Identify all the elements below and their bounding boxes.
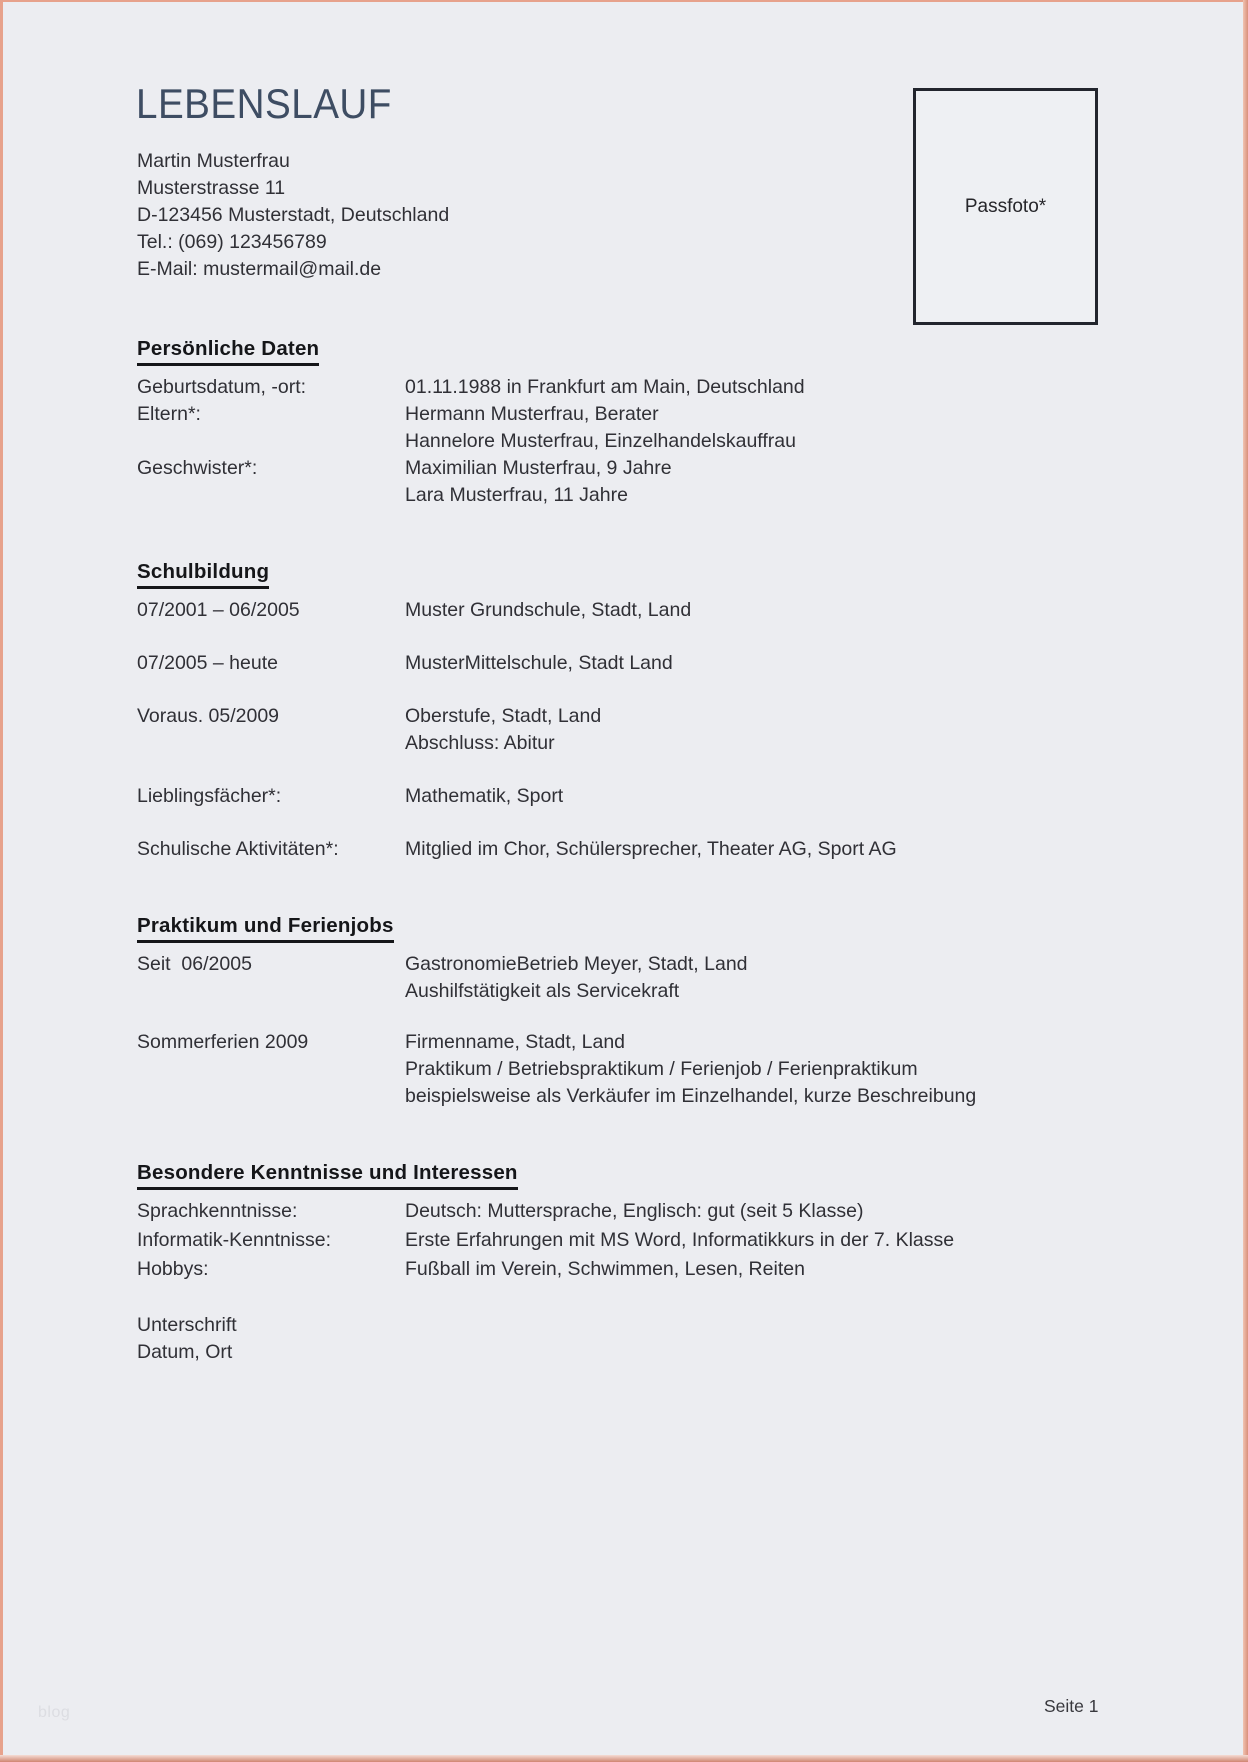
row-label: Geburtsdatum, -ort: — [137, 376, 307, 398]
row-value-line: Deutsch: Muttersprache, Englisch: gut (seit 5 Klasse) — [405, 1200, 864, 1222]
page-border-left — [0, 0, 3, 1762]
watermark-text: blog — [38, 1704, 71, 1721]
resume-row — [137, 597, 1132, 624]
section-schulbildung — [137, 559, 1132, 863]
row-values — [405, 836, 1132, 863]
row-values — [405, 1227, 1132, 1254]
resume-row — [137, 836, 1132, 863]
section-praktikum-und-ferienjobs — [137, 913, 1132, 1110]
signature-line: Datum, Ort — [137, 1341, 233, 1363]
signature-block — [137, 1312, 237, 1366]
row-value-line: Fußball im Verein, Schwimmen, Lesen, Reiten — [405, 1258, 805, 1280]
resume-row — [137, 1256, 1132, 1283]
signature-line: Unterschrift — [137, 1314, 237, 1336]
row-value-line: Muster Grundschule, Stadt, Land — [405, 599, 692, 621]
row-label: Sprachkenntnisse: — [137, 1200, 298, 1222]
contact-line: E-Mail: mustermail@mail.de — [137, 258, 382, 280]
section-besondere-kenntnisse-und-interessen — [137, 1160, 1132, 1283]
passport-photo-placeholder — [913, 88, 1098, 325]
row-label: Eltern*: — [137, 403, 201, 425]
row-label: Sommerferien 2009 — [137, 1031, 309, 1053]
page-border-bottom — [0, 1755, 1248, 1762]
section-heading: Schulbildung — [137, 559, 269, 589]
page-border-top — [0, 0, 1248, 2]
resume-row — [137, 401, 1132, 455]
row-value-line: beispielsweise als Verkäufer im Einzelhandel, kurze Beschreibung — [405, 1085, 977, 1107]
row-values — [405, 401, 1132, 455]
row-values — [405, 1198, 1132, 1225]
resume-row — [137, 455, 1132, 509]
resume-row — [137, 783, 1132, 810]
resume-sections — [137, 336, 1132, 1283]
contact-line: D-123456 Musterstadt, Deutschland — [137, 204, 450, 226]
page-title: LEBENSLAUF — [136, 80, 392, 127]
resume-row — [137, 703, 1132, 757]
row-value-line: Mitglied im Chor, Schülersprecher, Theater AG, Sport AG — [405, 838, 897, 860]
row-value-line: Hermann Musterfrau, Berater — [405, 403, 659, 425]
section-heading: Besondere Kenntnisse und Interessen — [137, 1160, 518, 1190]
row-label: Hobbys: — [137, 1258, 209, 1280]
section-pers-nliche-daten — [137, 336, 1132, 509]
row-value-line: Hannelore Musterfrau, Einzelhandelskauffrau — [405, 430, 796, 452]
resume-row — [137, 1029, 1132, 1110]
row-label: Schulische Aktivitäten*: — [137, 838, 339, 860]
contact-line: Tel.: (069) 123456789 — [137, 231, 327, 253]
row-values — [405, 1256, 1132, 1283]
row-value-line: 01.11.1988 in Frankfurt am Main, Deutschland — [405, 376, 805, 398]
row-values — [405, 783, 1132, 810]
row-value-line: Mathematik, Sport — [405, 785, 564, 807]
row-value-line: Aushilfstätigkeit als Servicekraft — [405, 980, 680, 1002]
row-values — [405, 1029, 1132, 1110]
row-value-line: Erste Erfahrungen mit MS Word, Informatikkurs in der 7. Klasse — [405, 1229, 955, 1251]
section-heading: Persönliche Daten — [137, 336, 319, 366]
page-border-right — [1243, 0, 1248, 1762]
resume-row — [137, 1227, 1132, 1254]
row-value-line: GastronomieBetrieb Meyer, Stadt, Land — [405, 953, 748, 975]
row-label: Seit 06/2005 — [137, 953, 252, 975]
row-value-line: Firmenname, Stadt, Land — [405, 1031, 626, 1053]
row-value-line: Maximilian Musterfrau, 9 Jahre — [405, 457, 672, 479]
contact-block — [137, 148, 449, 283]
row-label: Geschwister*: — [137, 457, 258, 479]
row-value-line: Abschluss: Abitur — [405, 732, 555, 754]
page-number: Seite 1 — [1044, 1696, 1099, 1716]
row-values — [405, 374, 1132, 401]
row-value-line: Oberstufe, Stadt, Land — [405, 705, 602, 727]
resume-row — [137, 374, 1132, 401]
row-label: 07/2001 – 06/2005 — [137, 599, 300, 621]
resume-row — [137, 951, 1132, 1005]
resume-row — [137, 1198, 1132, 1225]
row-values — [405, 455, 1132, 509]
row-label: 07/2005 – heute — [137, 652, 278, 674]
passfoto-label: Passfoto* — [964, 195, 1047, 217]
row-values — [405, 951, 1132, 1005]
row-label: Lieblingsfächer*: — [137, 785, 282, 807]
row-value-line: Praktikum / Betriebspraktikum / Ferienjob / Ferienpraktikum — [405, 1058, 918, 1080]
row-value-line: MusterMittelschule, Stadt Land — [405, 652, 673, 674]
row-label: Informatik-Kenntnisse: — [137, 1229, 332, 1251]
row-label: Voraus. 05/2009 — [137, 705, 280, 727]
resume-row — [137, 650, 1132, 677]
section-heading: Praktikum und Ferienjobs — [137, 913, 394, 943]
row-values — [405, 650, 1132, 677]
row-values — [405, 597, 1132, 624]
row-values — [405, 703, 1132, 757]
contact-line: Martin Musterfrau — [137, 150, 290, 172]
row-value-line: Lara Musterfrau, 11 Jahre — [405, 484, 628, 506]
contact-line: Musterstrasse 11 — [137, 177, 286, 199]
